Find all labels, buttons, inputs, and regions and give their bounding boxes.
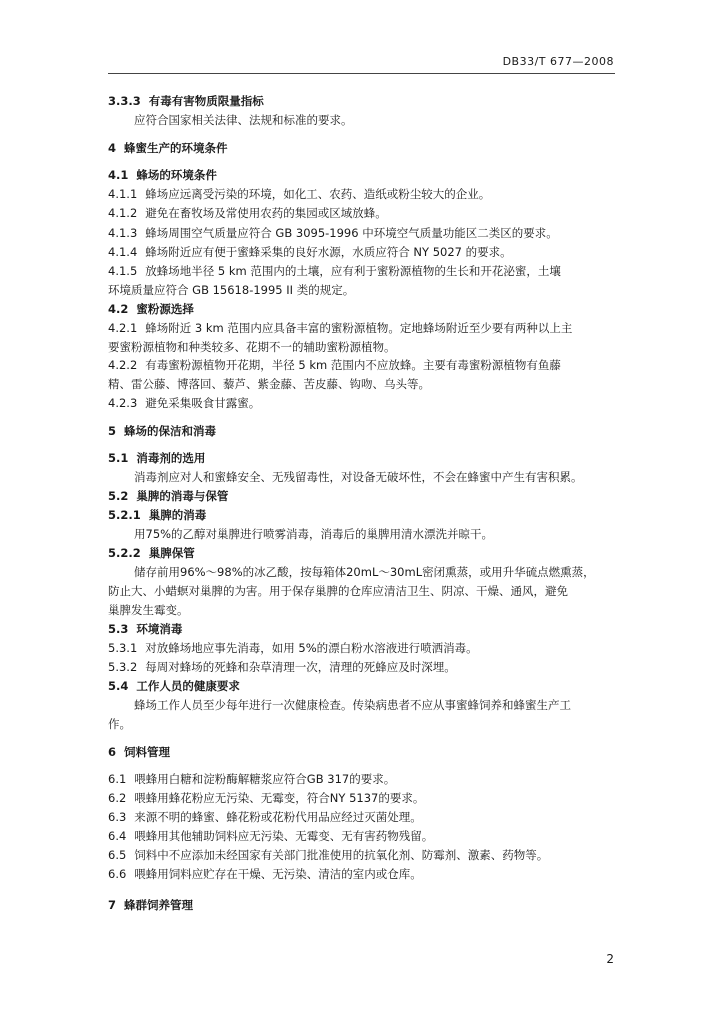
clause-text: 饲料中不应添加未经国家有关部门批准使用的抗氧化剂、防霉剂、激素、药物等。: [134, 848, 549, 862]
clause-text: 对放蜂场地应事先消毒，如用 5%的漂白粉水溶液进行喷洒消毒。: [145, 641, 478, 655]
clause-text: 蜂场的环境条件: [136, 168, 217, 182]
paragraph-line: [108, 339, 618, 355]
clause-text: 蜂场附近 3 km 范围内应具备丰富的蜜粉源植物。定地蜂场附近至少要有两种以上主: [145, 321, 573, 335]
clause-number: 4.2: [108, 302, 129, 316]
paragraph-line: [108, 828, 618, 844]
paragraph-line: [108, 205, 618, 221]
clause-text: 喂蜂用其他辅助饲料应无污染、无霉变、无有害药物残留。: [134, 829, 434, 843]
clause-text: 喂蜂用蜂花粉应无污染、无霉变，符合NY 5137的要求。: [134, 791, 425, 805]
clause-text: 作。: [108, 717, 131, 731]
clause-number: 5.3.1: [108, 641, 138, 655]
section-heading: [108, 488, 618, 504]
paragraph-line: [108, 602, 618, 618]
section-heading: [108, 507, 618, 523]
clause-number: 5.3.2: [108, 660, 138, 674]
clause-number: 6.4: [108, 829, 127, 843]
clause-text: 蜂群饲养管理: [124, 898, 194, 912]
clause-number: 6.1: [108, 772, 127, 786]
paragraph-line: [108, 395, 618, 411]
clause-number: 4.1: [108, 168, 129, 182]
section-heading: [108, 678, 618, 694]
paragraph-line: [134, 564, 644, 580]
clause-text: 喂蜂用饲料应贮存在干燥、无污染、清洁的室内或仓库。: [134, 867, 422, 881]
page-number: 2: [606, 952, 614, 966]
paragraph-line: [108, 376, 618, 392]
clause-number: 5.1: [108, 451, 129, 465]
clause-number: 4.1.5: [108, 264, 138, 278]
paragraph-line: [108, 716, 618, 732]
clause-number: 6.6: [108, 867, 127, 881]
paragraph-line: [108, 357, 618, 373]
paragraph-line: [108, 659, 618, 675]
clause-number: 6.2: [108, 791, 127, 805]
paragraph-line: [108, 771, 618, 787]
clause-text: 精、雷公藤、博落回、藜芦、紫金藤、苦皮藤、钩吻、乌头等。: [108, 377, 430, 391]
paragraph-line: [108, 790, 618, 806]
clause-text: 饲料管理: [124, 745, 171, 759]
clause-text: 避免采集吸食甘露蜜。: [145, 396, 261, 410]
section-heading: [108, 167, 618, 183]
clause-number: 5.3: [108, 622, 129, 636]
clause-text: 消毒剂的选用: [136, 451, 206, 465]
section-heading: [108, 744, 618, 760]
paragraph-line: [108, 866, 618, 882]
clause-number: 6: [108, 745, 117, 759]
clause-number: 4.2.2: [108, 358, 138, 372]
standard-code: DB33/T 677—2008: [502, 55, 614, 68]
clause-text: 来源不明的蜂蜜、蜂花粉或花粉代用品应经过灭菌处理。: [134, 810, 422, 824]
clause-number: 4: [108, 141, 117, 155]
paragraph-line: [108, 282, 618, 298]
header-rule: [108, 73, 615, 74]
section-heading: [108, 897, 618, 913]
paragraph-line: [108, 809, 618, 825]
paragraph-line: [108, 847, 618, 863]
paragraph-line: [134, 469, 644, 485]
clause-text: 蜂场应远离受污染的环境，如化工、农药、造纸或粉尘较大的企业。: [145, 187, 491, 201]
paragraph-line: [108, 263, 618, 279]
clause-text: 放蜂场地半径 5 km 范围内的土壤，应有利于蜜粉源植物的生长和开花泌蜜，土壤: [145, 264, 561, 278]
clause-text: 蜂场工作人员至少每年进行一次健康检查。传染病患者不应从事蜜蜂饲养和蜂蜜生产工: [134, 698, 571, 712]
clause-text: 环境质量应符合 GB 15618-1995 II 类的规定。: [108, 283, 355, 297]
clause-text: 每周对蜂场的死蜂和杂草清理一次，清理的死蜂应及时深埋。: [145, 660, 456, 674]
section-heading: [108, 450, 618, 466]
clause-text: 蜂场周围空气质量应符合 GB 3095-1996 中环境空气质量功能区二类区的要求。: [145, 226, 558, 240]
clause-text: 用75%的乙醇对巢脾进行喷雾消毒，消毒后的巢脾用清水漂洗并晾干。: [134, 527, 494, 541]
clause-number: 4.1.2: [108, 206, 138, 220]
section-heading: [108, 423, 618, 439]
paragraph-line: [108, 583, 618, 599]
clause-text: 蜂场附近应有便于蜜蜂采集的良好水源，水质应符合 NY 5027 的要求。: [145, 245, 512, 259]
clause-text: 工作人员的健康要求: [136, 679, 240, 693]
clause-text: 蜂蜜生产的环境条件: [124, 141, 228, 155]
clause-number: 4.1.4: [108, 245, 138, 259]
clause-text: 喂蜂用白糖和淀粉酶解糖浆应符合GB 317的要求。: [134, 772, 396, 786]
clause-text: 有毒蜜粉源植物开花期，半径 5 km 范围内不应放蜂。主要有毒蜜粉源植物有鱼藤: [145, 358, 561, 372]
paragraph-line: [134, 112, 644, 128]
paragraph-line: [108, 186, 618, 202]
clause-number: 5.2: [108, 489, 129, 503]
clause-number: 5: [108, 424, 117, 438]
section-heading: [108, 140, 618, 156]
section-heading: [108, 301, 618, 317]
clause-number: 4.1.3: [108, 226, 138, 240]
section-heading: [108, 93, 618, 109]
clause-number: 3.3.3: [108, 94, 141, 108]
paragraph-line: [108, 225, 618, 241]
paragraph-line: [108, 320, 618, 336]
clause-number: 4.1.1: [108, 187, 138, 201]
clause-number: 4.2.3: [108, 396, 138, 410]
clause-text: 蜜粉源选择: [136, 302, 194, 316]
clause-number: 6.5: [108, 848, 127, 862]
clause-text: 巢脾的消毒: [148, 508, 207, 522]
clause-text: 有毒有害物质限量指标: [148, 94, 264, 108]
clause-text: 消毒剂应对人和蜜蜂安全、无残留毒性，对设备无破坏性，不会在蜂蜜中产生有害积累。: [134, 470, 583, 484]
clause-text: 环境消毒: [136, 622, 183, 636]
clause-text: 要蜜粉源植物和种类较多、花期不一的辅助蜜粉源植物。: [108, 340, 396, 354]
paragraph-line: [134, 697, 644, 713]
clause-number: 5.2.2: [108, 546, 141, 560]
paragraph-line: [108, 244, 618, 260]
section-heading: [108, 545, 618, 561]
clause-text: 应符合国家相关法律、法规和标准的要求。: [134, 113, 353, 127]
paragraph-line: [108, 640, 618, 656]
paragraph-line: [134, 526, 644, 542]
clause-text: 蜂场的保洁和消毒: [124, 424, 217, 438]
clause-number: 7: [108, 898, 117, 912]
clause-text: 巢脾发生霉变。: [108, 603, 189, 617]
clause-number: 5.4: [108, 679, 129, 693]
clause-number: 6.3: [108, 810, 127, 824]
clause-text: 避免在畜牧场及常使用农药的集园或区域放蜂。: [145, 206, 387, 220]
clause-number: 5.2.1: [108, 508, 141, 522]
clause-number: 4.2.1: [108, 321, 138, 335]
clause-text: 巢脾的消毒与保管: [136, 489, 229, 503]
section-heading: [108, 621, 618, 637]
clause-text: 储存前用96%～98%的冰乙酸，按每箱体20mL～30mL密闭熏蒸，或用升华硫点燃熏蒸，: [134, 565, 595, 579]
clause-text: 巢脾保管: [148, 546, 195, 560]
clause-text: 防止大、小蜡螟对巢脾的为害。用于保存巢脾的仓库应清洁卫生、阴凉、干燥、通风，避免: [108, 584, 568, 598]
